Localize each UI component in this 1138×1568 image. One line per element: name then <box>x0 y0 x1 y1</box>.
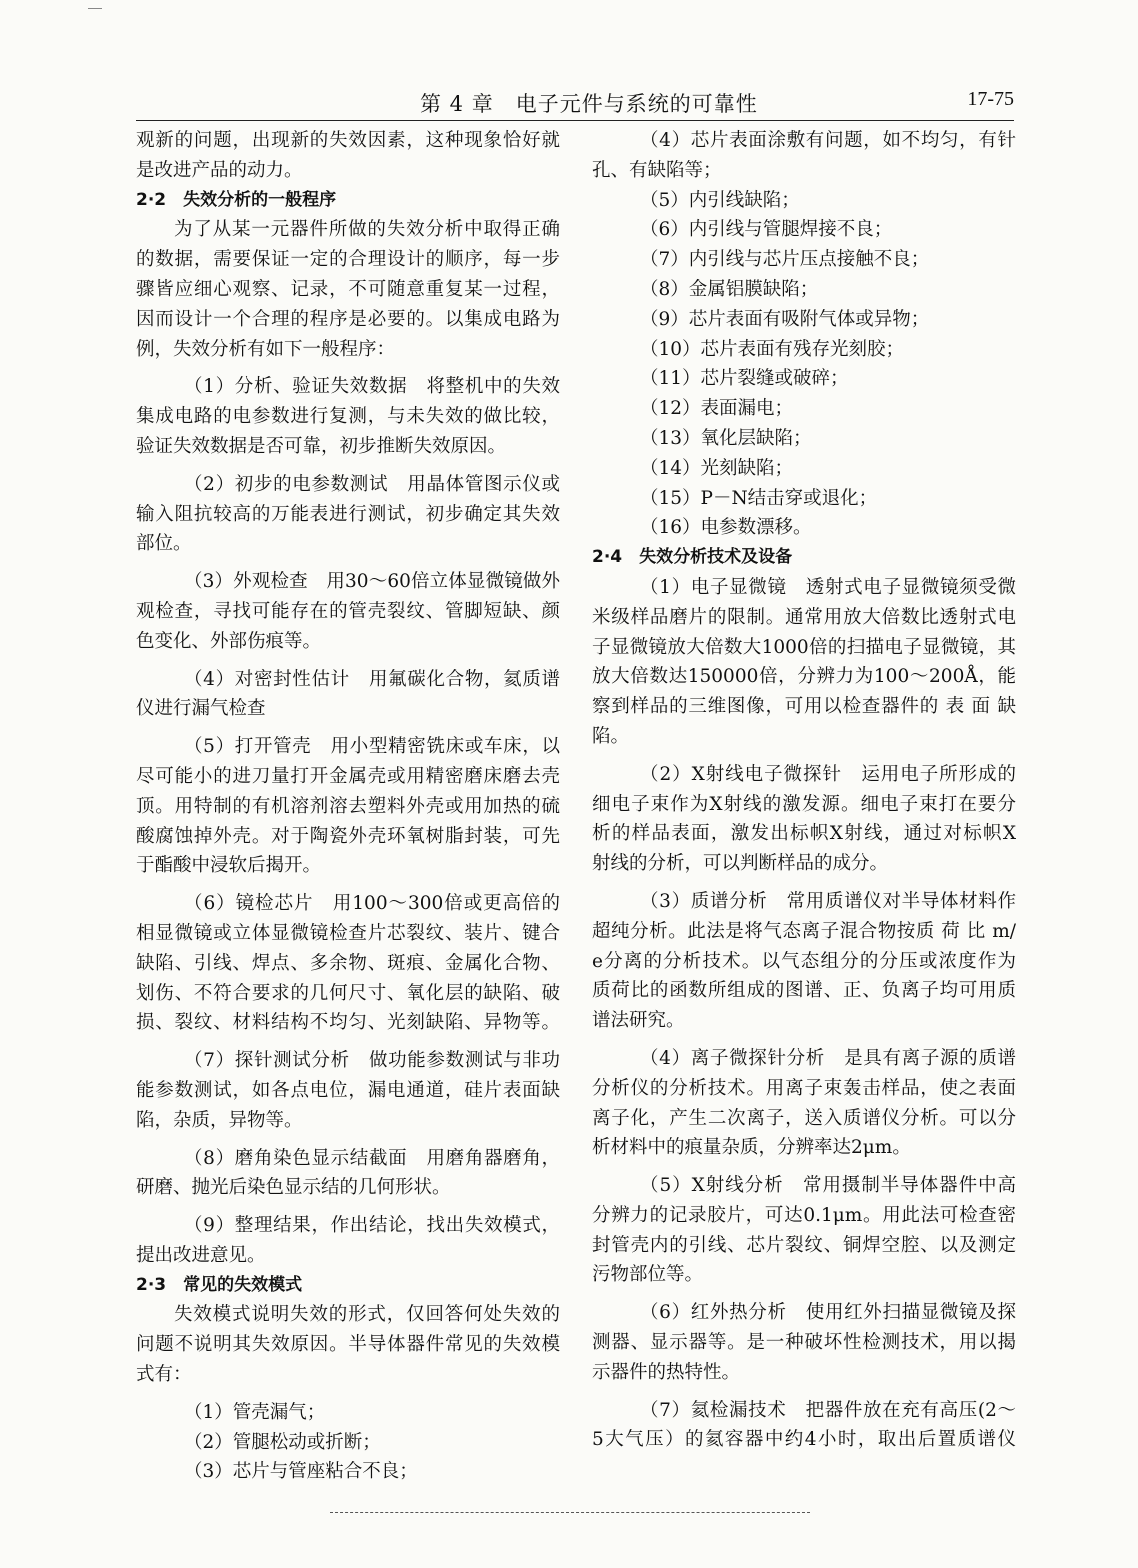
text-line: 能参数测试，如各点电位，漏电通道，硅片表面缺 <box>136 1079 560 1101</box>
paragraph-gap <box>136 1203 560 1211</box>
text-line: 相显微镜或立体显微镜检查片芯裂纹、装片、键合 <box>136 922 560 944</box>
text-line: （3）芯片与管座粘合不良； <box>184 1461 418 1483</box>
paragraph-gap <box>592 879 1016 887</box>
chapter-title: 第 4 章 电子元件与系统的可靠性 <box>420 92 758 116</box>
paragraph-gap <box>592 1290 1016 1298</box>
text-line: 损、裂纹、材料结构不均匀、光刻缺陷、异物等。 <box>136 1012 560 1034</box>
text-line: （7）探针测试分析 做功能参数测试与非功 <box>184 1050 560 1072</box>
left-column <box>136 126 560 1487</box>
text-line: 输入阻抗较高的万能表进行测试，初步确定其失效 <box>136 503 560 525</box>
text-line: （6）红外热分析 使用红外扫描显微镜及探 <box>640 1302 1016 1324</box>
paragraph-gap <box>136 1390 560 1398</box>
text-line: 测器、显示器等。是一种破坏性检测技术，用以揭 <box>592 1332 1016 1354</box>
text-line: （13）氧化层缺陷； <box>640 427 812 449</box>
text-line: 研磨、抛光后染色显示结的几何形状。 <box>136 1177 451 1199</box>
text-line: 为了从某一元器件所做的失效分析中取得正确 <box>174 219 560 241</box>
text-line: 陷，杂质，异物等。 <box>136 1109 303 1131</box>
text-line: （4）离子微探针分析 是具有离子源的质谱 <box>640 1047 1016 1069</box>
text-line: 察到样品的三维图像，可用以检查器件的 表 面 缺 <box>592 696 1016 718</box>
section-heading: 2·2 失效分析的一般程序 <box>136 189 337 210</box>
text-line: 酸腐蚀掉外壳。对于陶瓷外壳环氧树脂封装，可先 <box>136 825 560 847</box>
text-line: （8）磨角染色显示结截面 用磨角器磨角， <box>184 1147 560 1169</box>
text-line: （6）镜检芯片 用100～300倍或更高倍的 <box>184 893 560 915</box>
text-line: （3）质谱分析 常用质谱仪对半导体材料作 <box>640 890 1016 912</box>
text-line: 于酯酸中浸软后揭开。 <box>136 855 322 877</box>
text-line: 提出改进意见。 <box>136 1244 266 1266</box>
paragraph-gap <box>136 1136 560 1144</box>
text-line: 细电子束作为X射线的激发源。细电子束打在要分 <box>592 793 1016 815</box>
text-line: 超纯分析。此法是将气态离子混合物按质 荷 比 m/ <box>592 920 1016 942</box>
text-line: 缺陷、引线、焊点、多余物、斑痕、金属化合物、 <box>136 952 560 974</box>
text-line: 骤皆应细心观察、记录，不可随意重复某一过程， <box>136 278 560 300</box>
text-line: 污物部位等。 <box>592 1264 704 1286</box>
text-line: 例，失效分析有如下一般程序： <box>136 338 396 360</box>
text-line: （5）X射线分析 常用摄制半导体器件中高 <box>640 1175 1016 1197</box>
text-line: （6）内引线与管腿焊接不良； <box>640 219 893 241</box>
text-line: 色变化、外部伤痕等。 <box>136 630 322 652</box>
text-line: 集成电路的电参数进行复测，与未失效的做比较， <box>136 406 560 428</box>
text-line: 分析仪的分析技术。用离子束轰击样品，使之表面 <box>592 1077 1016 1099</box>
text-line: 是改进产品的动力。 <box>136 159 303 181</box>
text-line: 放大倍数达150000倍，分辨力为100～200Å，能 <box>592 666 1016 688</box>
running-header <box>420 88 1014 116</box>
section-heading: 2·3 常见的失效模式 <box>136 1274 303 1295</box>
text-line: 验证失效数据是否可靠，初步推断失效原因。 <box>136 435 507 457</box>
text-line: 子显微镜放大倍数大1000倍的扫描电子显微镜，其 <box>592 636 1016 658</box>
text-line: （12）表面漏电； <box>640 398 794 420</box>
text-line: （7）内引线与芯片压点接触不良； <box>640 249 930 271</box>
text-line: （2）管腿松动或折断； <box>184 1431 381 1453</box>
text-line: 划伤、不符合要求的几何尺寸、氧化层的缺陷、破 <box>136 982 560 1004</box>
paragraph-gap <box>136 724 560 732</box>
section-heading: 2·4 失效分析技术及设备 <box>592 547 793 568</box>
text-line: （2）初步的电参数测试 用晶体管图示仪或 <box>184 473 560 495</box>
text-line: 陷。 <box>592 725 630 747</box>
text-line: 析材料中的痕量杂质，分辨率达2μm。 <box>592 1137 911 1159</box>
text-line: （5）内引线缺陷； <box>640 189 800 211</box>
text-line: （8）金属铝膜缺陷； <box>640 278 819 300</box>
text-line: （3）外观检查 用30～60倍立体显微镜做外 <box>184 571 560 593</box>
paragraph-gap <box>136 657 560 665</box>
paragraph-gap <box>136 881 560 889</box>
text-line: 示器件的热特性。 <box>592 1361 741 1383</box>
text-line: （11）芯片裂缝或破碎； <box>640 368 849 390</box>
text-line: 因而设计一个合理的程序是必要的。以集成电路为 <box>136 308 560 330</box>
text-line: 式有： <box>136 1364 192 1386</box>
text-line: 质荷比的函数所组成的图谱、正、负离子均可用质 <box>592 980 1016 1002</box>
text-line: （5）打开管壳 用小型精密铣床或车床，以 <box>184 736 560 758</box>
text-line: 米级样品磨片的限制。通常用放大倍数比透射式电 <box>592 606 1016 628</box>
text-line: （9）整理结果，作出结论，找出失效模式， <box>184 1215 560 1237</box>
text-line: 离子化，产生二次离子，送入质谱仪分析。可以分 <box>592 1107 1016 1129</box>
paragraph-gap <box>136 462 560 470</box>
paragraph-gap <box>592 1388 1016 1396</box>
text-line: 部位。 <box>136 533 192 555</box>
text-line: （4）对密封性估计 用氟碳化合物，氦质谱 <box>184 668 560 690</box>
text-line: （16）电参数漂移。 <box>640 517 812 539</box>
text-line: （9）芯片表面有吸附气体或异物； <box>640 308 930 330</box>
text-line: 失效模式说明失效的形式，仅回答何处失效的 <box>174 1304 560 1326</box>
text-line: （2）X射线电子微探针 运用电子所形成的 <box>640 763 1016 785</box>
text-line: （1）管壳漏气； <box>184 1401 326 1423</box>
text-line: e分离的分析技术。以气态组分的分压或浓度作为 <box>592 950 1016 972</box>
text-line: 顶。用特制的有机溶剂溶去塑料外壳或用加热的硫 <box>136 795 560 817</box>
paragraph-gap <box>592 1036 1016 1044</box>
text-line: （15）P－N结击穿或退化； <box>640 487 878 509</box>
text-line: 孔、有缺陷等； <box>592 159 722 181</box>
text-line: 射线的分析，可以判断样品的成分。 <box>592 853 889 875</box>
text-line: 观检查，寻找可能存在的管壳裂纹、管脚短缺、颜 <box>136 600 560 622</box>
text-line: 仪进行漏气检查 <box>136 698 266 720</box>
header-rule <box>136 120 1014 121</box>
text-line: 析的样品表面，激发出标帜X射线，通过对标帜X <box>592 823 1016 845</box>
right-column <box>592 126 1016 1455</box>
paragraph-gap <box>136 1038 560 1046</box>
text-line: 观新的问题，出现新的失效因素，这种现象恰好就 <box>136 130 560 151</box>
text-line: 问题不说明其失效原因。半导体器件常见的失效模 <box>136 1334 560 1356</box>
paragraph-gap <box>136 559 560 567</box>
text-line: 分辨力的记录胶片，可达0.1μm。用此法可检查密 <box>592 1204 1016 1226</box>
text-line: （4）芯片表面涂敷有问题，如不均匀，有针 <box>640 130 1016 151</box>
paragraph-gap <box>136 364 560 372</box>
text-line: 封管壳内的引线、芯片裂纹、铜焊空腔、以及测定 <box>592 1234 1016 1256</box>
footer-rule <box>330 1512 810 1513</box>
scan-mark <box>88 8 102 9</box>
paragraph-gap <box>592 752 1016 760</box>
text-line: （1）分析、验证失效数据 将整机中的失效 <box>184 376 560 398</box>
text-line: 尽可能小的进刀量打开金属壳或用精密磨床磨去壳 <box>136 765 560 787</box>
text-line: （10）芯片表面有残存光刻胶； <box>640 338 905 360</box>
text-line: 谱法研究。 <box>592 1010 685 1032</box>
text-line: （1）电子显微镜 透射式电子显微镜须受微 <box>640 576 1016 598</box>
text-line: 的数据，需要保证一定的合理设计的顺序，每一步 <box>136 249 560 271</box>
text-line: 5大气压）的氦容器中约4小时，取出后置质谱仪 <box>592 1429 1016 1451</box>
text-line: （14）光刻缺陷； <box>640 457 794 479</box>
page-number: 17-75 <box>967 88 1014 110</box>
text-line: （7）氦检漏技术 把器件放在充有高压(2～ <box>640 1399 1016 1421</box>
paragraph-gap <box>592 1163 1016 1171</box>
